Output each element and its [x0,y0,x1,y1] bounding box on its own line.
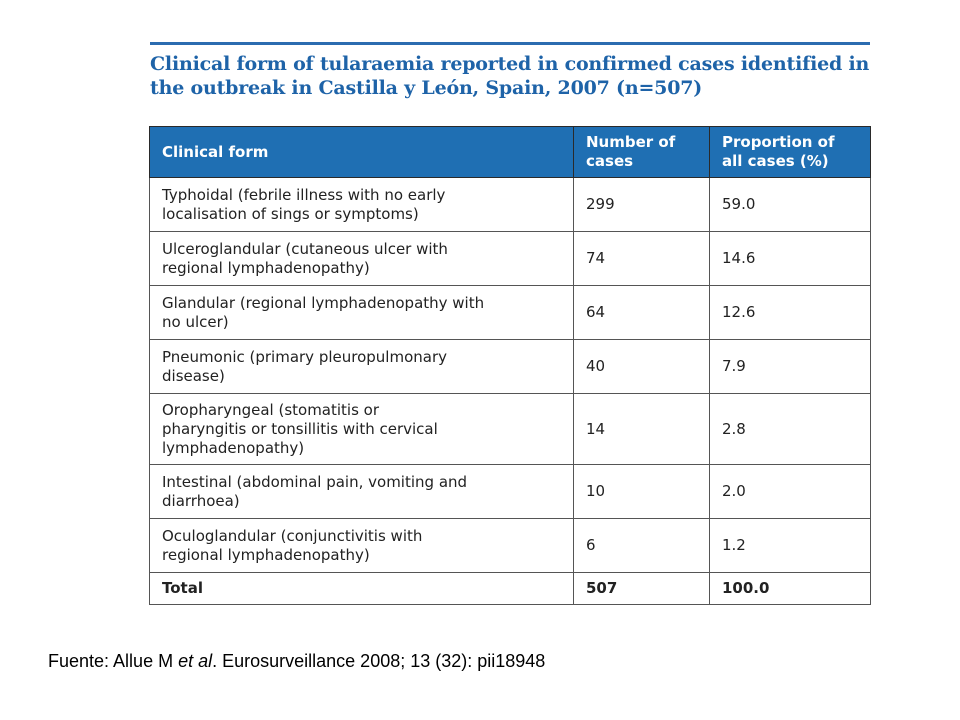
header-prop-line-1: Proportion of [722,133,835,151]
row-clinical-form [150,178,574,232]
row-cases: 6 [574,519,710,573]
row-cases: 10 [574,465,710,519]
form-line: Oculoglandular (conjunctivitis with [162,526,423,545]
row-cases: 40 [574,340,710,394]
title-line-2: the outbreak in Castilla y León, Spain, 2007 (n=507) [150,77,703,99]
caption-suffix: . Eurosurveillance 2008; 13 (32): pii18948 [212,651,546,671]
row-proportion: 59.0 [710,178,871,232]
row-clinical-form [150,232,574,286]
title-rule [150,42,870,45]
total-label: Total [150,573,574,605]
header-cases-line-2: cases [586,152,634,170]
form-line: no ulcer) [162,312,229,331]
row-clinical-form [150,394,574,465]
table-row [150,178,871,232]
row-proportion: 1.2 [710,519,871,573]
header-cases-line-1: Number of [586,133,676,151]
row-proportion: 7.9 [710,340,871,394]
header-number-of-cases [574,127,710,178]
form-line: Glandular (regional lymphadenopathy with [162,293,485,312]
title-line-1: Clinical form of tularaemia reported in confirmed cases identified in [150,53,870,75]
form-line: pharyngitis or tonsillitis with cervical [162,419,438,438]
header-clinical-form-label: Clinical form [162,142,269,161]
form-line: Typhoidal (febrile illness with no early [162,185,446,204]
caption-etal: et al [178,651,213,671]
form-line: localisation of sings or symptoms) [162,204,419,223]
table-row [150,340,871,394]
table-header-row [150,127,871,178]
total-proportion: 100.0 [710,573,871,605]
form-line: regional lymphadenopathy) [162,258,370,277]
table-total-row [150,573,871,605]
row-proportion: 2.8 [710,394,871,465]
row-proportion: 2.0 [710,465,871,519]
row-proportion: 12.6 [710,286,871,340]
form-line: Pneumonic (primary pleuropulmonary [162,347,447,366]
row-clinical-form [150,286,574,340]
row-cases: 74 [574,232,710,286]
form-line: diarrhoea) [162,491,240,510]
row-clinical-form [150,519,574,573]
caption-prefix: Fuente: Allue M [48,651,179,671]
source-caption [48,651,545,672]
form-line: disease) [162,366,225,385]
row-cases: 14 [574,394,710,465]
form-line: regional lymphadenopathy) [162,545,370,564]
table-row [150,286,871,340]
table-row [150,519,871,573]
form-line: lymphadenopathy) [162,438,305,457]
row-proportion: 14.6 [710,232,871,286]
form-line: Oropharyngeal (stomatitis or [162,400,380,419]
header-prop-line-2: all cases (%) [722,152,829,170]
row-cases: 64 [574,286,710,340]
row-cases: 299 [574,178,710,232]
table-title [150,52,870,100]
total-cases: 507 [574,573,710,605]
form-line: Intestinal (abdominal pain, vomiting and [162,472,468,491]
header-clinical-form [150,127,574,178]
tularaemia-table [149,126,871,605]
form-line: Ulceroglandular (cutaneous ulcer with [162,239,448,258]
table-row [150,394,871,465]
table-row [150,465,871,519]
header-proportion [710,127,871,178]
row-clinical-form [150,340,574,394]
table-row [150,232,871,286]
row-clinical-form [150,465,574,519]
